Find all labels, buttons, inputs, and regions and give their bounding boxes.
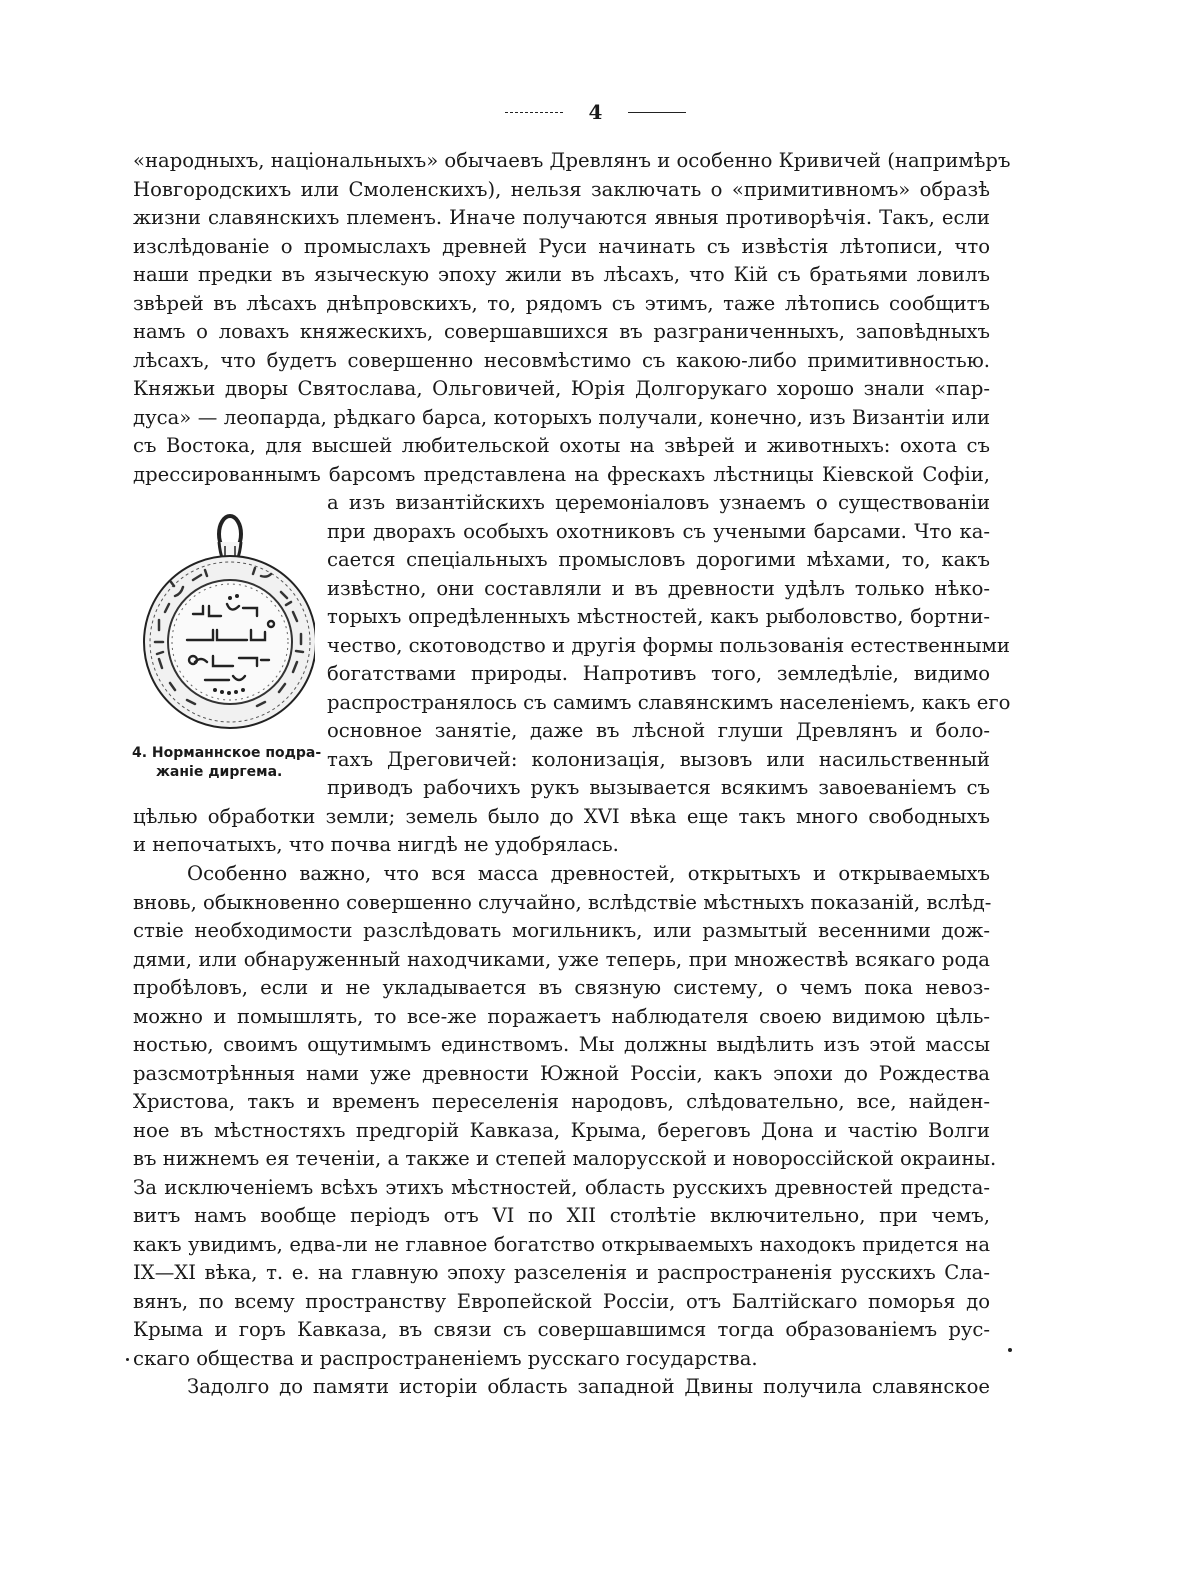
text-line: изслѣдованіе о промыслахъ древней Руси начинать съ извѣстія лѣтописи, что [133, 235, 990, 258]
text-line: витъ намъ вообще періодъ отъ VI по XII столѣтіе включительно, при чемъ, [133, 1204, 990, 1227]
text-line: Княжьи дворы Святослава, Ольговичей, Юрія Долгорукаго хорошо знали «пар- [133, 377, 990, 400]
text-line: скаго общества и распространеніемъ русскаго государства. [133, 1347, 758, 1370]
text-line: лѣсахъ, что будетъ совершенно несовмѣстимо съ какою-либо примитивностью. [133, 349, 990, 372]
text-line: Новгородскихъ или Смоленскихъ), нельзя заключать о «примитивномъ» образѣ [133, 178, 990, 201]
figure-caption-line2: жаніе диргема. [156, 764, 283, 780]
text-line: вновь, обыкновенно совершенно случайно, вслѣдствіе мѣстныхъ показаній, вслѣд- [133, 891, 992, 914]
text-line: ное въ мѣстностяхъ предгорій Кавказа, Крыма, береговъ Дона и частію Волги [133, 1119, 990, 1142]
text-line: пробѣловъ, если и не укладывается въ связную систему, о чемъ пока невоз- [133, 976, 990, 999]
text-line: Особенно важно, что вся масса древностей, открытыхъ и открываемыхъ [187, 862, 990, 885]
text-line: Задолго до памяти исторіи область западной Двины получила славянское [187, 1375, 990, 1398]
figure-caption-line1: 4. Норманнское подра- [132, 745, 322, 761]
text-line: богатствами природы. Напротивъ того, земледѣліе, видимо [327, 662, 990, 685]
text-line: а изъ византійскихъ церемоніаловъ узнаемъ о существованіи [327, 491, 990, 514]
ink-speck [1008, 1348, 1012, 1352]
text-line: вянъ, по всему пространству Европейской Россіи, отъ Балтійскаго поморья до [133, 1290, 990, 1313]
page-number: 4 [588, 100, 603, 124]
text-line: приводъ рабочихъ рукъ вызывается всякимъ завоеваніемъ съ [327, 776, 990, 799]
text-line: намъ о ловахъ княжескихъ, совершавшихся въ разграниченныхъ, заповѣдныхъ [133, 320, 990, 343]
coin-illustration [135, 512, 315, 742]
text-line: торыхъ опредѣленныхъ мѣстностей, какъ рыболовство, бортни- [327, 605, 990, 628]
text-line: цѣлью обработки земли; земель было до XVI вѣка еще такъ много свободныхъ [133, 805, 990, 828]
text-line: ностью, своимъ ощутимымъ единствомъ. Мы должны выдѣлить изъ этой массы [133, 1033, 990, 1056]
text-line: извѣстно, они составляли и въ древности удѣлъ только нѣко- [327, 577, 990, 600]
text-line: наши предки въ языческую эпоху жили въ лѣсахъ, что Кій съ братьями ловилъ [133, 263, 990, 286]
coin-pendant-drawing [135, 512, 315, 742]
text-line: дрессированнымъ барсомъ представлена на фрескахъ лѣстницы Кіевской Софіи, [133, 463, 990, 486]
text-line: IX—XI вѣка, т. е. на главную эпоху разселенія и распространенія русскихъ Сла- [133, 1261, 990, 1284]
text-line: распространялось съ самимъ славянскимъ населеніемъ, какъ его [327, 691, 1011, 714]
text-line: Христова, такъ и временъ переселенія народовъ, слѣдовательно, все, найден- [133, 1090, 990, 1113]
text-line: «народныхъ, національныхъ» обычаевъ Древлянъ и особенно Кривичей (напримѣръ [133, 149, 1011, 172]
text-line: жизни славянскихъ племенъ. Иначе получаются явныя противорѣчія. Такъ, если [133, 206, 990, 229]
text-line: можно и помышлять, то все-же поражаетъ наблюдателя своею видимою цѣль- [133, 1005, 990, 1028]
text-line: при дворахъ особыхъ охотниковъ съ учеными барсами. Что ка- [327, 520, 990, 543]
text-line: разсмотрѣнныя нами уже древности Южной Россіи, какъ эпохи до Рождества [133, 1062, 990, 1085]
text-line: въ нижнемъ ея теченіи, а также и степей малорусской и новороссійской окраины. [133, 1147, 997, 1170]
text-line: звѣрей въ лѣсахъ днѣпровскихъ, то, рядомъ съ этимъ, таже лѣтопись сообщитъ [133, 292, 990, 315]
text-line: дями, или обнаруженный находчиками, уже теперь, при множествѣ всякаго рода [133, 948, 990, 971]
text-line: сается спеціальныхъ промысловъ дорогими мѣхами, то, какъ [327, 548, 990, 571]
text-line: и непочатыхъ, что почва нигдѣ не удобрялась. [133, 833, 619, 856]
text-line: чество, скотоводство и другія формы пользованія естественными [327, 634, 1010, 657]
text-line: какъ увидимъ, едва-ли не главное богатство открываемыхъ находокъ придется на [133, 1233, 990, 1256]
text-line: основное занятіе, даже въ лѣсной глуши Древлянъ и боло- [327, 719, 990, 742]
header-rule-left [505, 112, 563, 113]
text-line: Крыма и горъ Кавказа, въ связи съ совершавшимся тогда образованіемъ рус- [133, 1318, 990, 1341]
text-line: тахъ Дреговичей: колонизація, вызовъ или насильственный [327, 748, 990, 771]
ink-speck [126, 1358, 129, 1361]
text-line: дуса» — леопарда, рѣдкаго барса, которыхъ получали, конечно, изъ Византіи или [133, 406, 990, 429]
text-line: съ Востока, для высшей любительской охоты на звѣрей и животныхъ: охота съ [133, 434, 990, 457]
page-header [0, 100, 1191, 124]
header-rule-right [628, 112, 686, 113]
text-line: ствіе необходимости разслѣдовать могильникъ, или размытый весенними дож- [133, 919, 990, 942]
text-line: За исключеніемъ всѣхъ этихъ мѣстностей, область русскихъ древностей предста- [133, 1176, 990, 1199]
